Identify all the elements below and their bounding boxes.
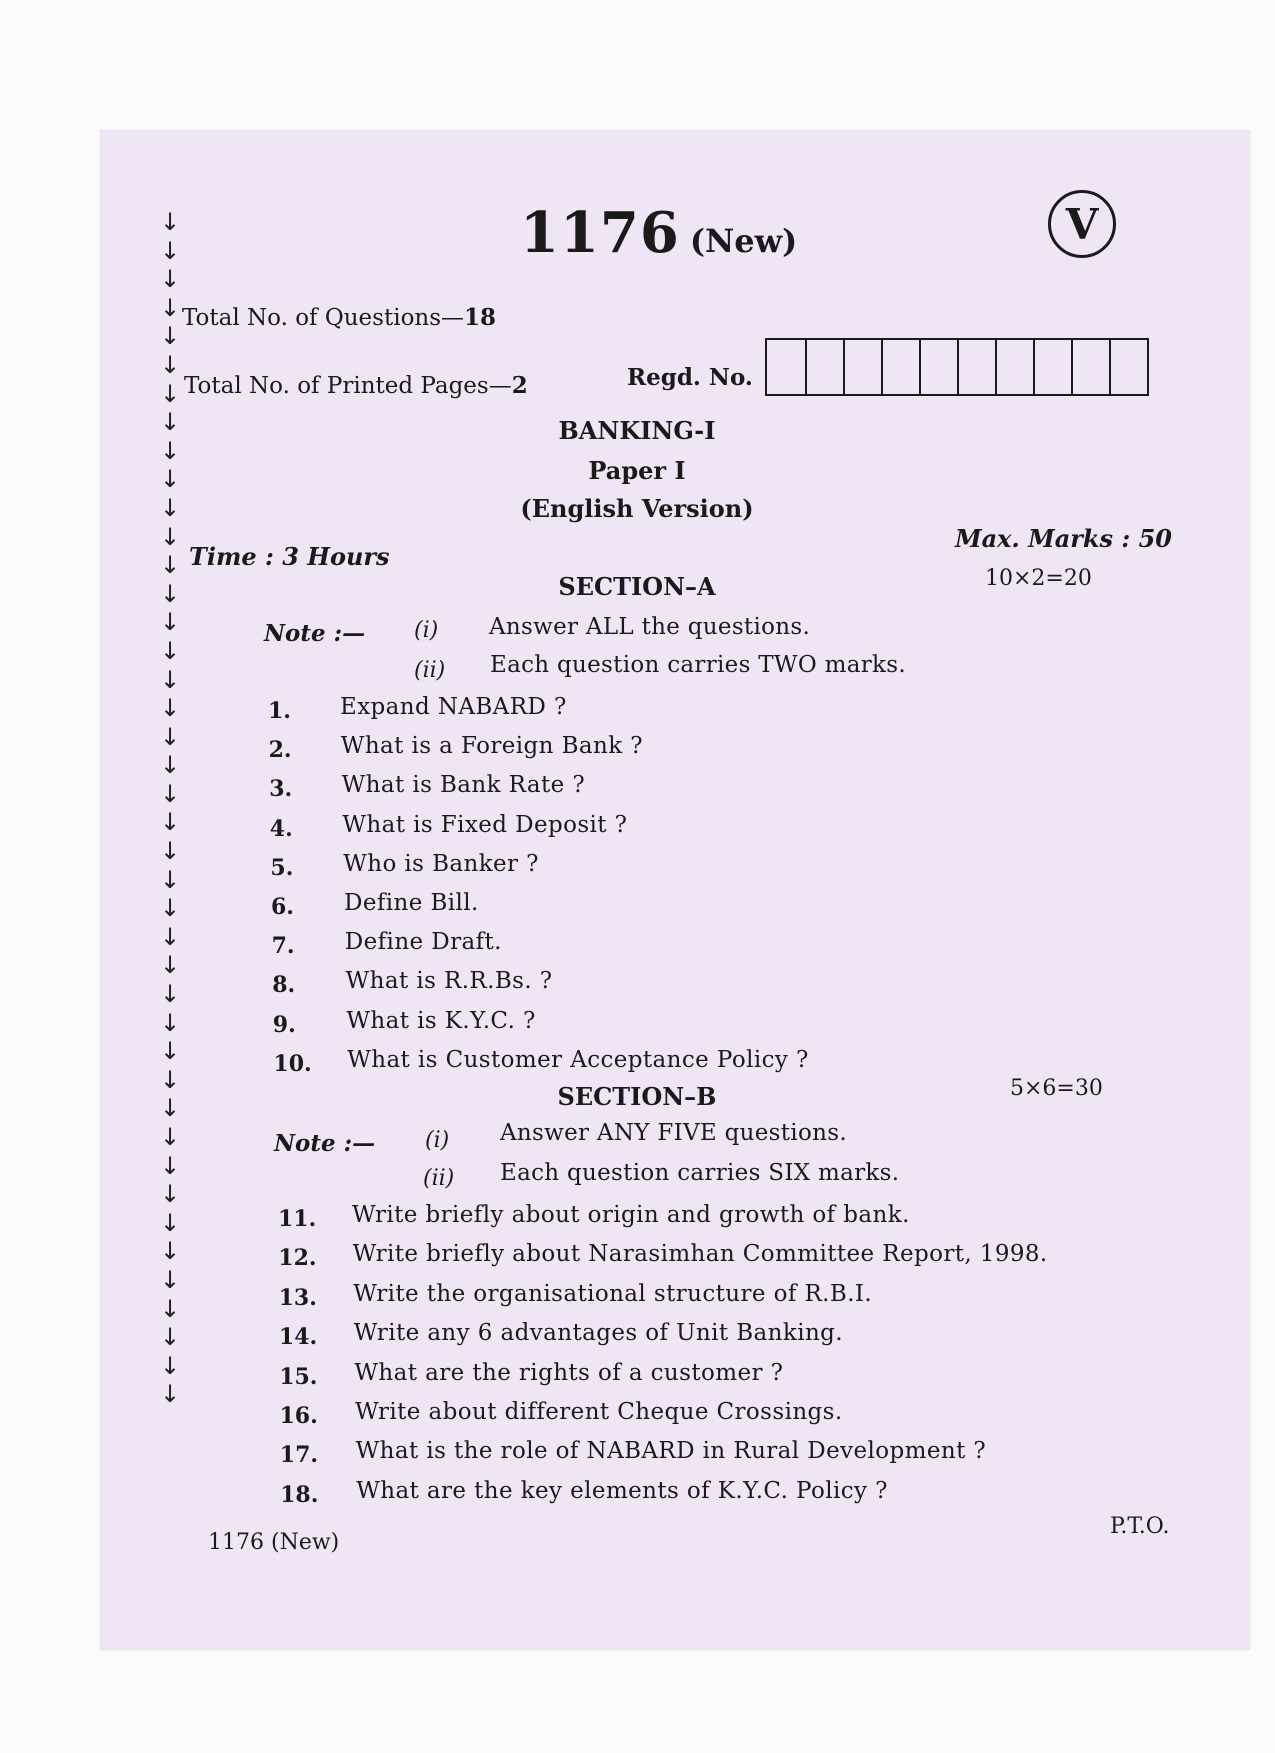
version-title: (English Version)	[520, 494, 754, 523]
section-b-note-index: (i)	[425, 1128, 450, 1153]
question-number: 13.	[278, 1284, 317, 1311]
down-arrow-icon: ↓	[160, 665, 181, 694]
total-questions-label: Total No. of Questions—	[182, 305, 465, 331]
section-b-note-text: Answer ANY FIVE questions.	[500, 1120, 847, 1146]
down-arrow-icon: ↓	[160, 350, 181, 379]
question-number: 1.	[268, 698, 291, 724]
down-arrow-icon: ↓	[160, 322, 181, 351]
regd-no-digit-box[interactable]	[995, 340, 1033, 394]
question-text: What is Bank Rate ?	[341, 772, 586, 799]
down-arrow-icon: ↓	[160, 980, 181, 1009]
question-number: 5.	[270, 854, 294, 881]
question-text: Define Draft.	[344, 929, 502, 956]
total-pages	[184, 372, 528, 399]
down-arrow-icon: ↓	[160, 1065, 181, 1094]
section-b-note-text: Each question carries SIX marks.	[500, 1160, 900, 1186]
question-number: 15.	[279, 1363, 318, 1390]
down-arrow-icon: ↓	[160, 493, 181, 522]
down-arrow-icon: ↓	[160, 236, 181, 265]
total-questions-value: 18	[464, 304, 497, 331]
down-arrow-icon: ↓	[160, 208, 181, 236]
question-text: Write briefly about Narasimhan Committee Report, 1998.	[352, 1241, 1048, 1268]
question-number: 3.	[269, 776, 293, 803]
margin-arrow-column	[160, 208, 184, 1409]
question-text: Write briefly about origin and growth of bank.	[352, 1202, 910, 1228]
total-pages-value: 2	[511, 372, 528, 399]
section-b-title: SECTION–B	[557, 1082, 717, 1111]
down-arrow-icon: ↓	[160, 579, 181, 608]
regd-no-digit-box[interactable]	[1033, 340, 1071, 394]
down-arrow-icon: ↓	[160, 1208, 181, 1237]
subject-title: BANKING-I	[558, 416, 716, 445]
question-text: Write the organisational structure of R.B.I.	[353, 1280, 873, 1307]
question-number: 7.	[271, 933, 295, 960]
down-arrow-icon: ↓	[160, 922, 181, 951]
regd-no-digit-box[interactable]	[1071, 340, 1109, 394]
down-arrow-icon: ↓	[160, 1237, 181, 1266]
down-arrow-icon: ↓	[160, 379, 181, 408]
question-number: 10.	[273, 1050, 312, 1077]
section-a-note-index: (i)	[414, 618, 439, 643]
pto-label: P.T.O.	[1110, 1514, 1170, 1539]
question-text: What is Customer Acceptance Policy ?	[347, 1046, 809, 1073]
paper-title: Paper I	[588, 456, 686, 485]
section-a-note-text: Answer ALL the questions.	[489, 614, 811, 640]
down-arrow-icon: ↓	[160, 865, 181, 894]
down-arrow-icon: ↓	[160, 636, 181, 665]
down-arrow-icon: ↓	[160, 522, 181, 551]
question-number: 9.	[272, 1011, 296, 1038]
down-arrow-icon: ↓	[160, 722, 181, 751]
section-a-title: SECTION–A	[558, 572, 716, 601]
regd-no-digit-box[interactable]	[1109, 340, 1147, 394]
regd-no-digit-box[interactable]	[919, 340, 957, 394]
down-arrow-icon: ↓	[160, 1151, 181, 1180]
down-arrow-icon: ↓	[160, 265, 181, 294]
down-arrow-icon: ↓	[160, 1380, 181, 1409]
regd-no-boxes[interactable]	[765, 338, 1149, 396]
time-allowed: Time : 3 Hours	[189, 542, 390, 571]
section-a-note-text: Each question carries TWO marks.	[490, 652, 907, 678]
down-arrow-icon: ↓	[160, 808, 181, 837]
section-b-scheme: 5×6=30	[1010, 1076, 1103, 1101]
section-a-note-label: Note :—	[264, 620, 366, 647]
regd-no-label: Regd. No.	[627, 364, 753, 391]
down-arrow-icon: ↓	[160, 1351, 181, 1380]
regd-no-digit-box[interactable]	[957, 340, 995, 394]
paper-code-version: (New)	[689, 222, 798, 260]
down-arrow-icon: ↓	[160, 293, 181, 322]
down-arrow-icon: ↓	[160, 951, 181, 980]
question-text: What is R.R.Bs. ?	[345, 968, 553, 995]
down-arrow-icon: ↓	[160, 408, 181, 437]
down-arrow-icon: ↓	[160, 1323, 181, 1352]
question-number: 18.	[280, 1481, 319, 1508]
down-arrow-icon: ↓	[160, 837, 181, 866]
question-number: 11.	[278, 1206, 317, 1232]
question-number: 17.	[279, 1442, 319, 1469]
footer-code: 1176 (New)	[208, 1530, 340, 1555]
down-arrow-icon: ↓	[160, 465, 181, 494]
section-b-note-label: Note :—	[274, 1130, 376, 1157]
question-number: 8.	[272, 972, 296, 999]
set-letter-badge	[1048, 190, 1116, 258]
question-text: Who is Banker ?	[343, 850, 539, 877]
regd-no-digit-box[interactable]	[805, 340, 843, 394]
question-text: Write about different Cheque Crossings.	[355, 1399, 843, 1425]
paper-code-heading	[520, 200, 797, 266]
regd-no-digit-box[interactable]	[843, 340, 881, 394]
down-arrow-icon: ↓	[160, 1265, 181, 1294]
down-arrow-icon: ↓	[160, 608, 181, 637]
question-text: What is a Foreign Bank ?	[340, 733, 643, 760]
total-pages-label: Total No. of Printed Pages—	[184, 373, 512, 399]
down-arrow-icon: ↓	[160, 1008, 181, 1037]
set-letter: V	[1065, 199, 1099, 249]
down-arrow-icon: ↓	[160, 1094, 181, 1123]
total-questions	[182, 304, 496, 331]
down-arrow-icon: ↓	[160, 1037, 181, 1066]
down-arrow-icon: ↓	[160, 779, 181, 808]
regd-no-digit-box[interactable]	[881, 340, 919, 394]
section-a-note-index: (ii)	[414, 658, 446, 683]
down-arrow-icon: ↓	[160, 894, 181, 923]
question-text: What is Fixed Deposit ?	[342, 811, 628, 838]
question-text: Expand NABARD ?	[340, 694, 567, 720]
down-arrow-icon: ↓	[160, 694, 181, 723]
question-number: 12.	[278, 1245, 317, 1272]
question-text: What are the key elements of K.Y.C. Policy ?	[356, 1477, 888, 1504]
question-number: 6.	[271, 894, 294, 920]
question-number: 14.	[278, 1324, 318, 1351]
down-arrow-icon: ↓	[160, 1180, 181, 1209]
section-a-scheme: 10×2=20	[985, 566, 1092, 591]
paper-code: 1176	[520, 200, 680, 266]
down-arrow-icon: ↓	[160, 751, 181, 780]
down-arrow-icon: ↓	[160, 1294, 181, 1323]
question-text: What are the rights of a customer ?	[354, 1359, 784, 1386]
max-marks: Max. Marks : 50	[955, 524, 1173, 553]
question-number: 2.	[268, 737, 292, 764]
section-b-note-index: (ii)	[423, 1166, 455, 1191]
question-text: What is K.Y.C. ?	[346, 1007, 536, 1034]
question-text: Define Bill.	[344, 890, 479, 916]
down-arrow-icon: ↓	[160, 436, 181, 465]
regd-no-digit-box[interactable]	[767, 340, 805, 394]
down-arrow-icon: ↓	[160, 1123, 181, 1151]
down-arrow-icon: ↓	[160, 551, 181, 580]
question-number: 4.	[269, 815, 293, 842]
question-text: Write any 6 advantages of Unit Banking.	[353, 1320, 843, 1347]
question-text: What is the role of NABARD in Rural Development ?	[355, 1438, 987, 1465]
question-number: 16.	[279, 1403, 318, 1429]
